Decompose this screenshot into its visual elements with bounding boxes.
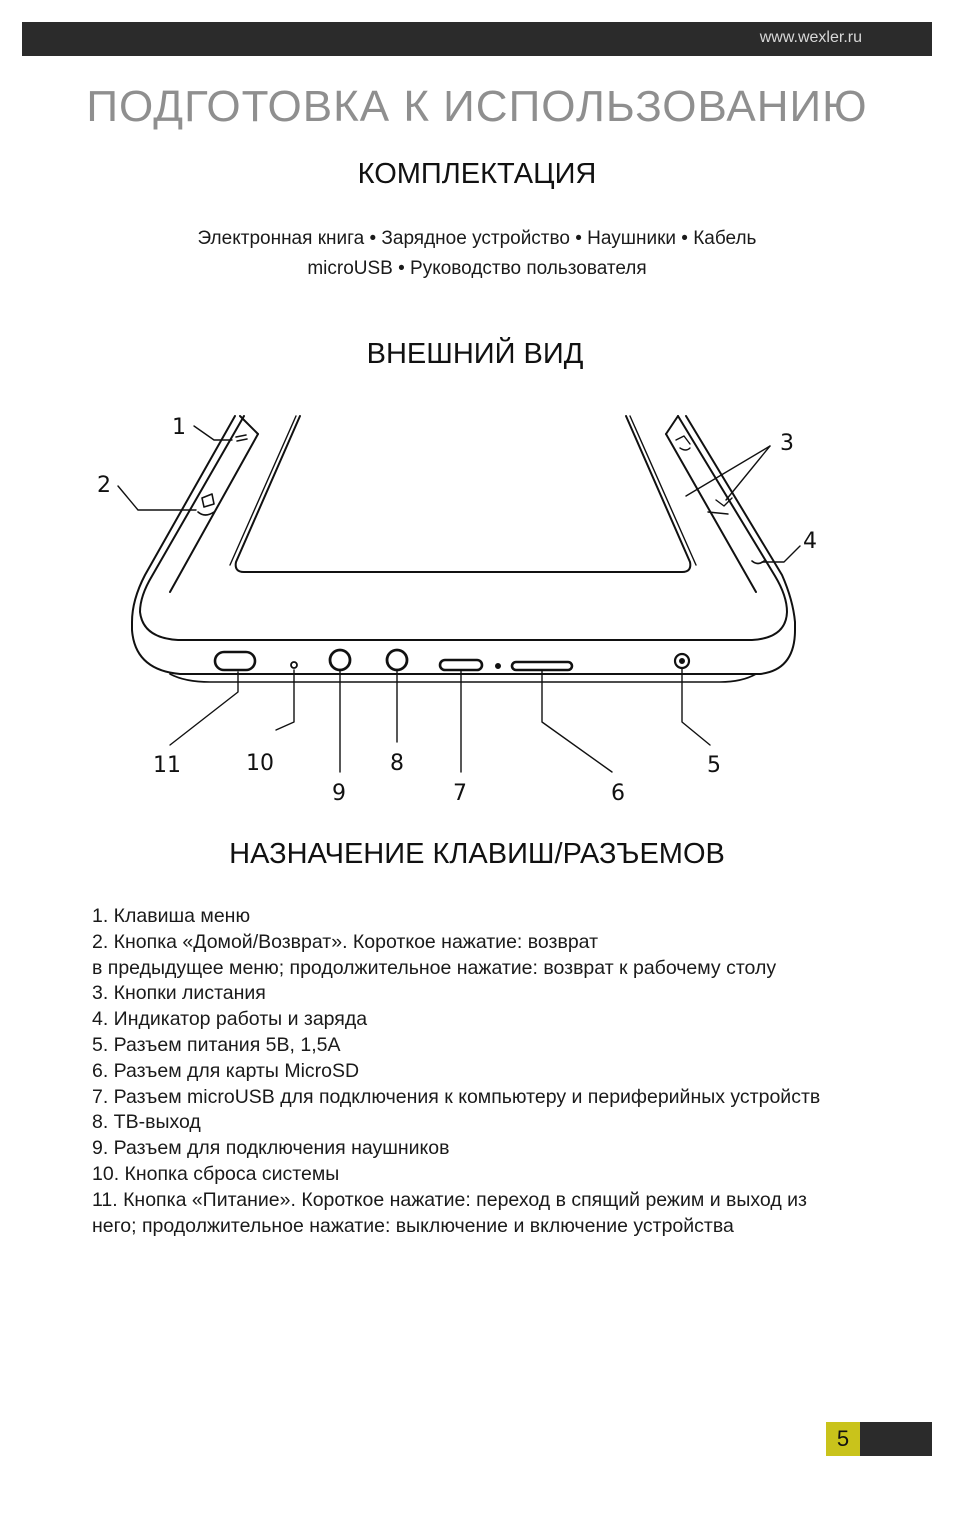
package-contents bbox=[120, 224, 834, 284]
device-outer-body bbox=[132, 416, 795, 674]
callout-3: 3 bbox=[780, 431, 794, 456]
reset-hole bbox=[291, 662, 297, 668]
callout-10: 10 bbox=[246, 751, 274, 776]
tv-out-jack bbox=[387, 650, 407, 670]
callout-1: 1 bbox=[172, 415, 186, 440]
bottom-edge bbox=[170, 674, 756, 682]
list-item: 6. Разъем для карты MicroSD bbox=[92, 1059, 360, 1082]
list-item: 3. Кнопки листания bbox=[92, 982, 266, 1005]
list-item: 7. Разъем microUSB для подключения к компьютеру и периферийных устройств bbox=[92, 1085, 821, 1108]
callout-2: 2 bbox=[97, 473, 111, 498]
page-up-mark bbox=[676, 436, 690, 450]
headphone-jack bbox=[330, 650, 350, 670]
microusb-port bbox=[440, 660, 482, 670]
list-item: 5. Разъем питания 5В, 1,5А bbox=[92, 1033, 341, 1056]
menu-button-mark bbox=[236, 435, 247, 441]
appearance-heading: ВНЕШНИЙ ВИД bbox=[366, 338, 584, 370]
microsd-slot bbox=[512, 662, 572, 670]
list-item: 11. Кнопка «Питание». Короткое нажатие: переход в спящий режим и выход из него; продолжительное нажатие: выключение и включение устройства bbox=[92, 1188, 807, 1237]
leader-6 bbox=[542, 670, 612, 772]
list-item: 2. Кнопка «Домой/Возврат». Короткое нажатие: возврат bbox=[92, 930, 599, 953]
list-item: 8. ТВ-выход bbox=[92, 1111, 201, 1134]
functions-list bbox=[92, 904, 852, 1239]
screen-outline bbox=[236, 416, 691, 572]
list-item: 9. Разъем для подключения наушников bbox=[92, 1137, 450, 1160]
home-button-mark bbox=[198, 494, 214, 515]
leader-5 bbox=[682, 668, 710, 745]
port-dot bbox=[496, 664, 500, 668]
header-bar bbox=[22, 22, 932, 56]
callout-11: 11 bbox=[153, 753, 181, 778]
list-item: в предыдущее меню; продолжительное нажатие: возврат к рабочему столу bbox=[92, 956, 777, 979]
callout-4: 4 bbox=[803, 529, 817, 554]
leader-10 bbox=[276, 670, 294, 730]
package-line-2: microUSB • Руководство пользователя bbox=[307, 258, 647, 279]
package-line-1: Электронная книга • Зарядное устройство • Наушники • Кабель bbox=[197, 228, 757, 249]
device-diagram bbox=[0, 400, 954, 820]
leader-3b bbox=[726, 446, 770, 500]
power-button bbox=[215, 652, 255, 670]
callout-8: 8 bbox=[390, 751, 404, 776]
leader-4 bbox=[762, 546, 800, 562]
device-illustration bbox=[0, 400, 954, 820]
button-strip-left bbox=[170, 434, 258, 592]
leader-3a bbox=[686, 446, 770, 496]
package-heading: КОМПЛЕКТАЦИЯ bbox=[357, 158, 597, 190]
device-inner-rim bbox=[140, 416, 787, 640]
callout-5: 5 bbox=[707, 753, 721, 778]
list-item: 4. Индикатор работы и заряда bbox=[92, 1008, 368, 1031]
callout-6: 6 bbox=[611, 781, 625, 806]
site-url[interactable]: www.wexler.ru bbox=[759, 29, 862, 46]
page-title: ПОДГОТОВКА К ИСПОЛЬЗОВАНИЮ bbox=[86, 82, 868, 131]
leader-11 bbox=[170, 672, 238, 745]
callout-9: 9 bbox=[332, 781, 346, 806]
page-number: 5 bbox=[826, 1422, 860, 1456]
list-item: 1. Клавиша меню bbox=[92, 905, 251, 927]
footer-bar bbox=[860, 1422, 932, 1456]
list-item: 10. Кнопка сброса системы bbox=[92, 1162, 340, 1185]
callout-7: 7 bbox=[453, 781, 467, 806]
functions-heading: НАЗНАЧЕНИЕ КЛАВИШ/РАЗЪЕМОВ bbox=[229, 838, 725, 870]
